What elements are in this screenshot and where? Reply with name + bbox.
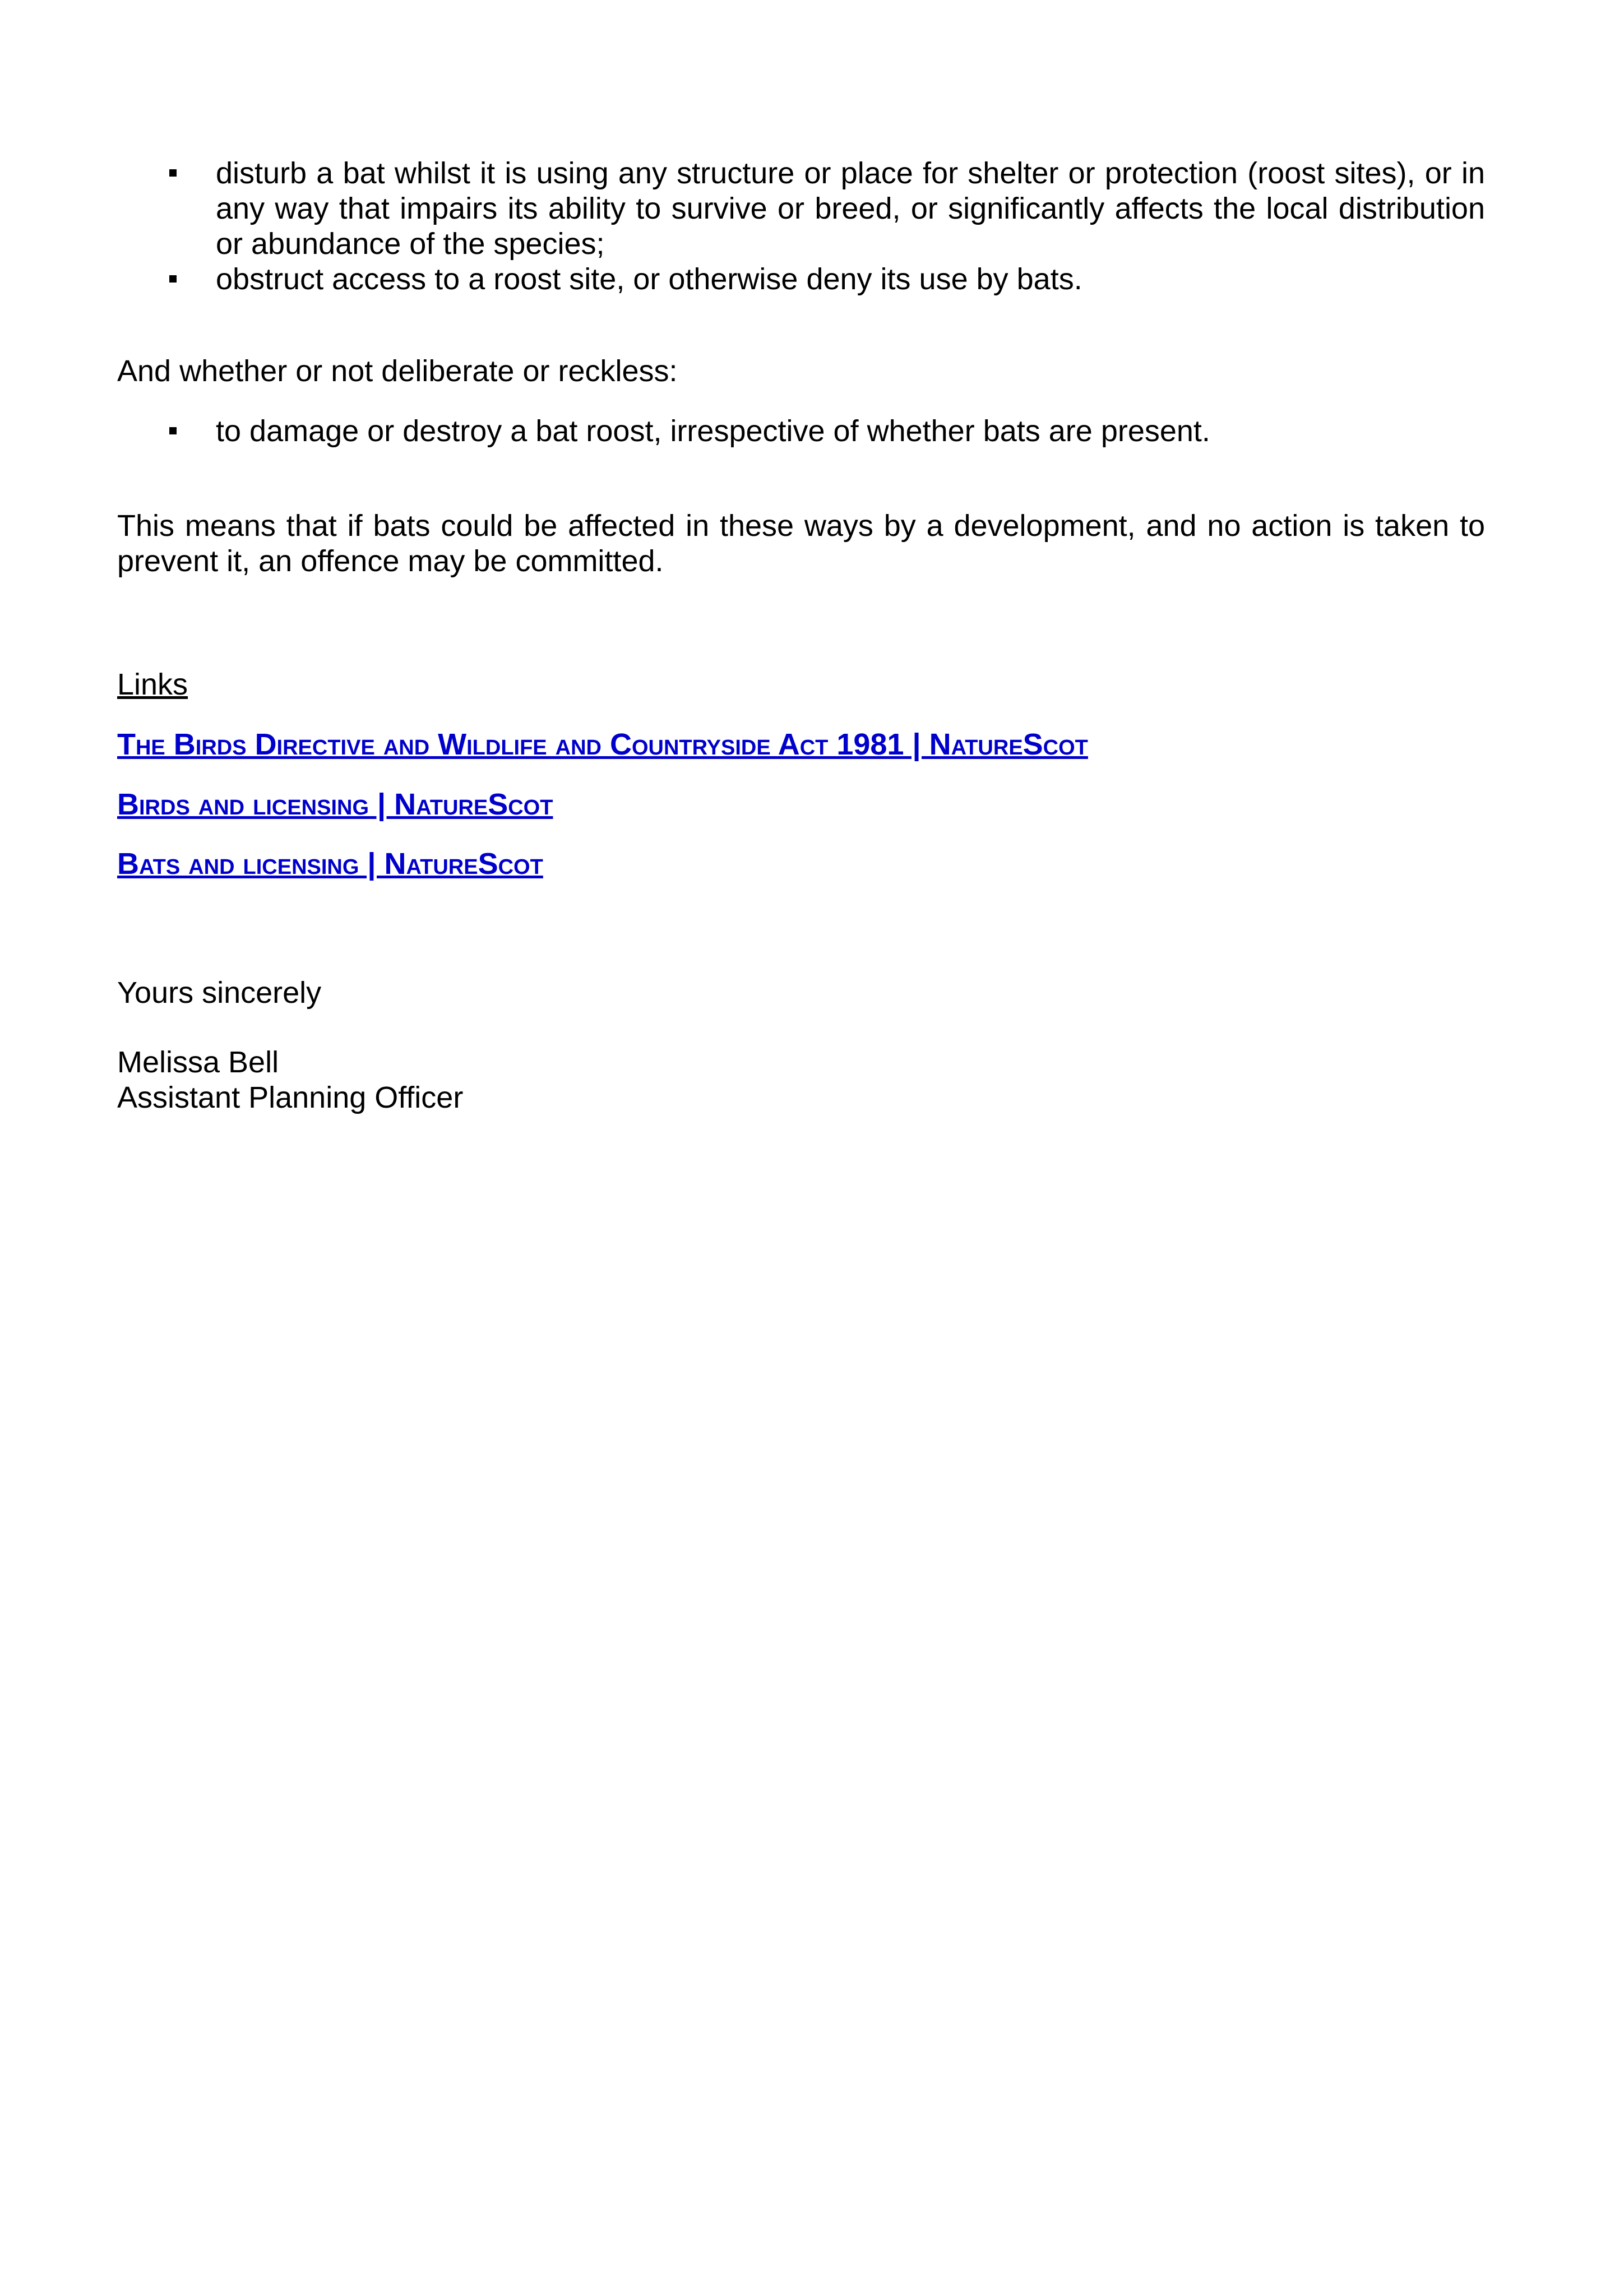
square-bullet-icon: [169, 275, 177, 283]
bullet-text: disturb a bat whilst it is using any structure or place for shelter or protection (roost sites), or in any way that impairs its ability to survive or breed, or significantly affects the local distribution or abundance of the species;: [216, 156, 1485, 261]
link-bats-licensing[interactable]: Bats and licensing | NatureScot: [117, 847, 543, 881]
list-item: [117, 156, 1485, 262]
bullet-text: to damage or destroy a bat roost, irrespective of whether bats are present.: [216, 414, 1210, 448]
square-bullet-icon: [169, 427, 177, 434]
signatory-name: Melissa Bell: [117, 1045, 279, 1079]
bullet-text: obstruct access to a roost site, or otherwise deny its use by bats.: [216, 262, 1082, 296]
links-heading: Links: [117, 668, 188, 701]
intro-paragraph: And whether or not deliberate or reckless:: [117, 354, 678, 388]
signatory-title: Assistant Planning Officer: [117, 1081, 464, 1114]
bullet-list-offences: [117, 156, 1485, 297]
conclusion-paragraph: This means that if bats could be affected in these ways by a development, and no action is taken to prevent it, an offence may be committed.: [117, 509, 1485, 578]
link-birds-directive[interactable]: The Birds Directive and Wildlife and Countryside Act 1981 | NatureScot: [117, 728, 1088, 761]
closing-line: Yours sincerely: [117, 976, 322, 1010]
bullet-list-roost: [117, 414, 1485, 449]
list-item: [117, 262, 1485, 297]
list-item: [117, 414, 1485, 449]
square-bullet-icon: [169, 169, 177, 177]
link-birds-licensing[interactable]: Birds and licensing | NatureScot: [117, 788, 553, 821]
